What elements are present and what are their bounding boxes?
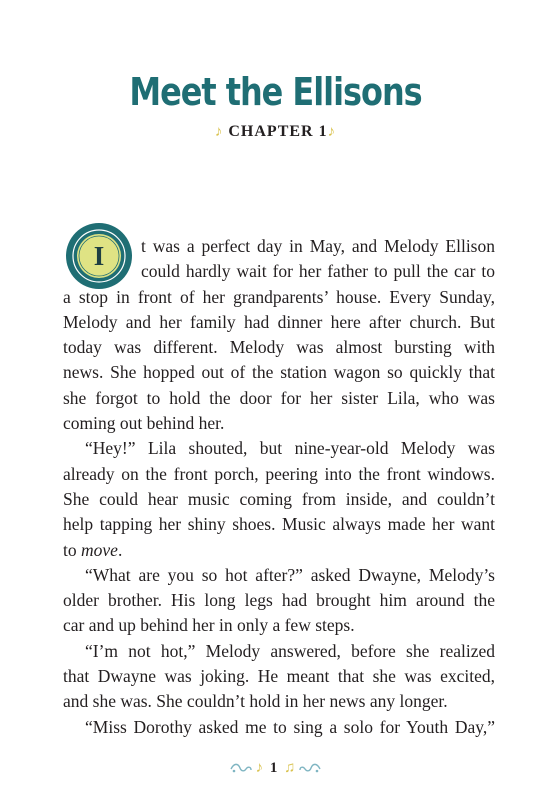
emphasized-word: move: [81, 539, 118, 560]
text-line: [63, 512, 495, 537]
chapter-label: CHAPTER 1: [228, 123, 328, 140]
text-line: [63, 462, 495, 487]
line-text: “What are you so hot after?” asked Dwayne, Melody’s: [85, 564, 495, 585]
line-text: “I’m not hot,” Melody answered, before she realized: [85, 640, 495, 661]
line-text: older brother. His long legs had brought him around the: [63, 590, 495, 611]
line-text: Melody and her family had dinner here after church. But: [63, 311, 495, 332]
text-line: [63, 285, 495, 310]
text-line: [63, 259, 495, 284]
line-text: t was a perfect day in May, and Melody Ellison: [141, 236, 495, 256]
music-note-icon: ♪: [255, 760, 264, 776]
flourish-left-icon: [230, 762, 252, 776]
text-line: [63, 436, 495, 461]
line-text: today was different. Melody was almost bursting with: [63, 337, 495, 358]
line-text: a stop in front of her grandparents’ house. Every Sunday,: [63, 286, 495, 307]
page-number: 1: [269, 760, 278, 777]
text-line: [63, 411, 495, 436]
line-text: and she was. She couldn’t hold in her news any longer.: [63, 691, 448, 712]
text-line: [63, 310, 495, 335]
line-text: “Hey!” Lila shouted, but nine-year-old Melody was: [85, 438, 495, 459]
line-text: help tapping her shiny shoes. Music always made her want: [63, 514, 495, 535]
music-note-icon: ♫: [284, 760, 296, 776]
text-line: [63, 335, 495, 360]
text-line: [63, 563, 495, 588]
line-text: to: [63, 539, 81, 560]
music-note-icon: ♪: [327, 124, 337, 140]
text-line: [63, 360, 495, 385]
text-line: [63, 639, 495, 664]
music-note-icon: ♪: [214, 124, 224, 140]
text-line: [63, 588, 495, 613]
text-line: [63, 715, 495, 740]
page-footer: [0, 760, 551, 777]
line-text: .: [117, 539, 123, 560]
line-text: coming out behind her.: [63, 413, 225, 434]
line-text: news. She hopped out of the station wagon so quickly that: [63, 362, 495, 383]
drop-cap-letter: I: [93, 241, 105, 271]
line-text: car and up behind her in only a few steps.: [63, 615, 355, 636]
story-text: [63, 234, 495, 740]
text-line: [63, 613, 495, 638]
line-text: that Dwayne was joking. He meant that she was excited,: [63, 666, 495, 687]
line-text: could hardly wait for her father to pull the car to: [141, 261, 495, 282]
chapter-title: Meet the Ellisons: [129, 70, 422, 114]
line-text: “Miss Dorothy asked me to sing a solo for Youth Day,”: [85, 716, 495, 737]
text-line: [63, 689, 495, 714]
line-text: already on the front porch, peering into the front windows.: [63, 463, 495, 484]
chapter-heading: [0, 123, 551, 141]
text-line: [63, 538, 495, 563]
text-line: [63, 234, 495, 259]
text-line: [63, 664, 495, 689]
text-line: [63, 386, 495, 411]
line-text: she forgot to hold the door for her sister Lila, who was: [63, 387, 495, 408]
flourish-right-icon: [299, 762, 321, 776]
text-line: [63, 487, 495, 512]
line-text: She could hear music coming from inside, and couldn’t: [63, 488, 495, 509]
